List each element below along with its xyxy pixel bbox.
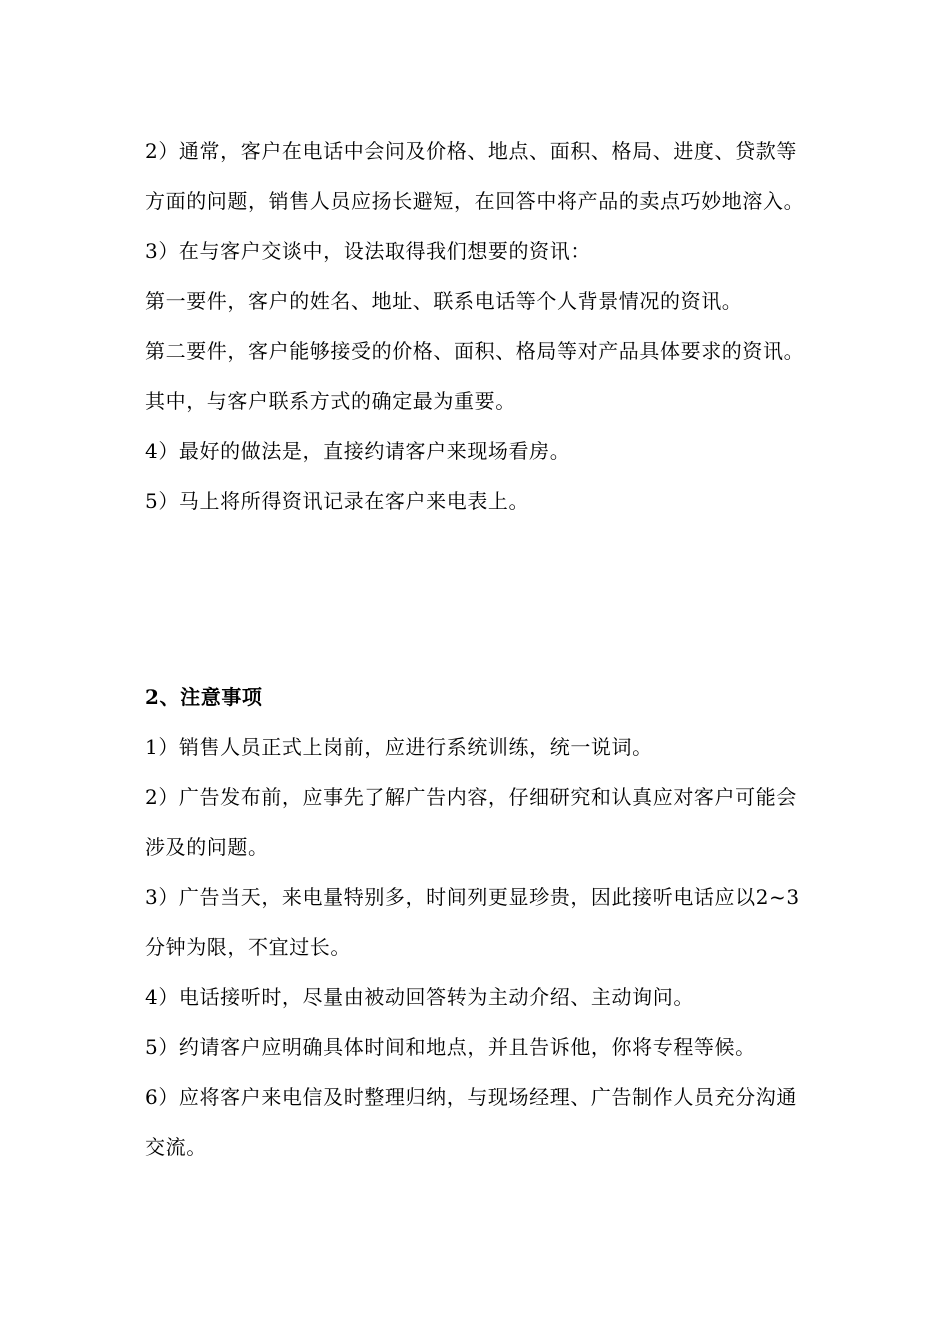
note-item-5: 5）约请客户应明确具体时间和地点，并且告诉他，你将专程等候。 [145,1035,756,1059]
paragraph-first-requirement: 第一要件，客户的姓名、地址、联系电话等个人背景情况的资讯。 [145,289,743,313]
notes-section [145,672,807,1172]
note-item-3: 3）广告当天，来电量特别多，时间列更显珍贵，因此接听电话应以2~3分钟为限，不宜过长。 [145,885,800,959]
note-item-2: 2）广告发布前，应事先了解广告内容，仔细研究和认真应对客户可能会涉及的问题。 [145,785,797,859]
paragraph-step-4: 4）最好的做法是，直接约请客户来现场看房。 [145,439,571,463]
note-item-6: 6）应将客户来电信及时整理归纳，与现场经理、广告制作人员充分沟通交流。 [145,1085,797,1159]
paragraph-contact-priority: 其中，与客户联系方式的确定最为重要。 [145,389,516,413]
paragraph-step-2: 2）通常，客户在电话中会问及价格、地点、面积、格局、进度、贷款等方面的问题，销售人员应扬长避短，在回答中将产品的卖点巧妙地溶入。 [145,139,805,213]
phone-handling-steps [145,126,807,526]
paragraph-second-requirement: 第二要件，客户能够接受的价格、面积、格局等对产品具体要求的资讯。 [145,339,805,363]
paragraph-step-5: 5）马上将所得资讯记录在客户来电表上。 [145,489,530,513]
note-item-1: 1）销售人员正式上岗前，应进行系统训练，统一说词。 [145,735,653,759]
section-heading: 2、注意事项 [145,685,263,709]
note-item-4: 4）电话接听时，尽量由被动回答转为主动介绍、主动询问。 [145,985,694,1009]
paragraph-step-3: 3）在与客户交谈中，设法取得我们想要的资讯： [145,239,591,263]
